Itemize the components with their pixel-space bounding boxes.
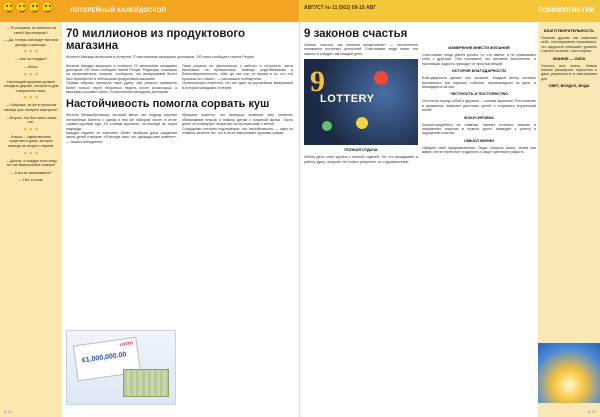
article-lede: Жители Канады выиграли в лотерею 70 миллионов канадских долларов. Об этом сообщает газета People. bbox=[66, 55, 256, 59]
article-paragraph: Организаторы отметили, что это один из крупнейших выигрышей в истории канадских лотерей. bbox=[182, 81, 293, 90]
lottery-ball-icon bbox=[356, 117, 368, 129]
joke-text: — Как ты похудел? bbox=[15, 57, 47, 62]
smiley-row bbox=[2, 1, 53, 13]
subheading: БЛАГОТВОРИТЕЛЬНОСТЬ bbox=[544, 29, 594, 33]
joke-text: — Нет, я сплю. bbox=[18, 178, 44, 183]
joke-text: — Я слышала, ты женился на своей бухгалтерше? bbox=[5, 26, 57, 35]
divider-stars: ✶ ✶ ✶ bbox=[23, 95, 39, 102]
article-columns bbox=[66, 64, 293, 95]
joke-text: — Жена. bbox=[23, 64, 39, 69]
lottery-ticket-photo bbox=[66, 330, 176, 405]
banknotes-graphic bbox=[123, 369, 169, 397]
section-title: ПСИХОЛОГИЯ ГРИ bbox=[538, 8, 594, 14]
divider-stars: ✶ ✶ ✶ bbox=[23, 49, 39, 56]
joke-text: Кошка — единственное существо в доме, которое никогда не спорит с мужем. bbox=[7, 134, 55, 148]
article-paragraph: Жители Канады выиграли в лотерею 70 миллионов канадских долларов. Об этом сообщает газета People. Редакция, ссылаясь на организаторов лотереи, сообщила, что выигрышный билет был приобретен в небольшом продуктовом магазине. bbox=[66, 63, 177, 81]
right-article bbox=[304, 28, 536, 409]
article-headline: 9 законов счастья bbox=[304, 28, 408, 40]
joke-text: Настоящий мужчина должен посадить дерево, построить дом и вырастить сына. bbox=[3, 79, 59, 93]
joke-text: — Доктор, я каждую ночь вижу во сне выигрышные номера! bbox=[5, 158, 57, 168]
right-header-bar bbox=[300, 0, 600, 22]
ticket-amount: €1,000,000.00 bbox=[81, 351, 127, 365]
article-paragraph: Счастливые люди умеют ценить то, что имеют, и не сравнивают себя с другими. Они понимают, что желания бесконечны, а настоящая радость приходит от простых вещей. bbox=[422, 53, 536, 66]
number-nine: 9 bbox=[310, 65, 325, 99]
lottery-word: LOTTERY bbox=[320, 93, 375, 106]
subheading: ПОЛНАЯ ОТДАЧА bbox=[344, 148, 378, 153]
left-header-bar bbox=[0, 0, 299, 22]
article-paragraph: Помогая другим, мы помогаем себе. Исследования показывают, что щедрость повышает уровень счастья сильнее, чем покупки. bbox=[541, 36, 597, 54]
divider-stars: ✶ ✶ ✶ bbox=[23, 150, 39, 157]
subheading: ИЗМЕРЕНИЕ ВНЕСТИ ЖЕЛАНИЙ bbox=[448, 46, 510, 50]
article-paragraph: Пара решила не увольняться с работы и потратить часть выигрыша на путешествия, помощь родственникам и благотворительность. «Мы до сих пор не верим в то, что это произошло с нами», — рассказали победители. bbox=[182, 63, 293, 81]
article-intro: Знание счастья, как понятия предполагает — постепенное понимание истинных ценностей. Счастливые люди знают эти законы и следуют им каждый день. bbox=[304, 43, 418, 56]
article-paragraph: Сотрудники лотереи подчеркнули, что настойчивость — одно из главных качеств тех, кто в итоге выигрывает крупные суммы. bbox=[182, 126, 293, 136]
article-columns bbox=[304, 43, 536, 164]
smiley-icon bbox=[28, 1, 40, 13]
lottery-ball-icon bbox=[374, 71, 388, 85]
subheading: ЧЕСТНОСТЬ И ПОСТОЯНСТВО bbox=[450, 92, 508, 97]
article-headline: 70 миллионов из продуктового магазина bbox=[66, 28, 246, 52]
ticket-logo: LOTTO bbox=[119, 340, 134, 348]
article-paragraph: Житель Великобритании, который много лет подряд покупал лотерейные билеты с одним и тем же набором чисел, в итоге сорвал крупный куш. По словам мужчины, он никогда не терял надежды. bbox=[66, 113, 177, 131]
page-number: А 11 bbox=[588, 409, 596, 414]
smiley-icon bbox=[2, 1, 14, 13]
article-paragraph: Найдите свое предназначение. Люди, которые знают, зачем они живут, легче переносят трудности и чаще чувствуют радость. bbox=[422, 145, 536, 155]
joke-text: — Да, теперь она ведет все мои доходы и расходы. bbox=[4, 38, 58, 47]
sunset-photo bbox=[538, 343, 600, 403]
article-headline-2: Настойчивость помогла сорвать куш bbox=[66, 98, 270, 111]
smiley-icon bbox=[41, 1, 53, 13]
article-columns-2 bbox=[66, 113, 293, 144]
page-number: А 10 bbox=[4, 409, 13, 414]
subheading: ИСТОРИЯ БЛАГОДАРНОСТИ bbox=[451, 69, 507, 74]
article-paragraph: Мужчина отметил, что выигрыш позволит ему оплатить образование внуков и помочь детям с покупкой жилья. Часть денег он планирует потратить на путешествие с женой. bbox=[182, 113, 293, 127]
subheading: СВЕТ, ВОЗДУХ, ВОДА bbox=[548, 84, 590, 89]
divider-stars: ✶ ✶ ✶ bbox=[23, 71, 39, 78]
joke-text: — Бабушка, ты же в прошлом месяце уже лотерею выиграла? bbox=[4, 103, 58, 112]
smiley-icon bbox=[15, 1, 27, 13]
divider-stars: ✶ ✶ ✶ bbox=[23, 126, 39, 133]
article-paragraph: Первая покупка принесла паре удачу: они решили проверить билет только через несколько недель после розыгрыша, а выигрыш составил около 70 миллионов канадских долларов. bbox=[66, 81, 177, 95]
joke-text: — Внучек, это был всего лишь сон. bbox=[5, 115, 57, 125]
subheading: ФОКУСИРОВКА bbox=[464, 115, 494, 120]
article-paragraph: Каждую неделю он заполнял билет, выбирая даты рождения своих детей и внуков. «Я всегда знал, что однажды мне повезет», — сказал победитель. bbox=[66, 131, 177, 144]
joke-text: — А вы их записываете? bbox=[10, 170, 52, 175]
section-title: ЛОТЕРЕЙНЫЙ КАЛЕЙДОСКОП bbox=[70, 8, 166, 14]
right-page bbox=[300, 0, 600, 417]
article-paragraph: Учитесь всю жизнь. Новые знания расширяют горизонты и дают уверенность в завтрашнем дне. bbox=[541, 63, 597, 81]
lottery-photo bbox=[304, 59, 418, 145]
jokes-sidebar bbox=[0, 22, 62, 417]
subheading: ЗНАНИЕ — СИЛА bbox=[552, 56, 586, 61]
lottery-ball-icon bbox=[322, 121, 332, 131]
issue-info: АВГУСТ № 11 (562) 09-15 АВГ bbox=[304, 5, 377, 11]
subheading: СМЫСЛ ЖИЗНИ bbox=[464, 138, 494, 143]
article-paragraph: Благодарность делает нас сильнее. Каждый вечер полезно вспоминать три хороших события, произошедших за день, и благодарить за них. bbox=[422, 76, 536, 90]
article-paragraph: Концентрируйтесь на главном. Умение отсекать лишнее и направлять энергию в нужное русло приводит к успеху и ощущению счастья. bbox=[422, 122, 536, 136]
article-paragraph: Честность перед собой и другими — основа гармонии. Постоянство в привычках помогает достигать целей и сохранять внутренний покой. bbox=[422, 99, 536, 113]
article-paragraph: Любое дело стоит делать с полной отдачей. Тот, кто вкладывает в работу душу, получает не только результат, но и удовольствие. bbox=[304, 155, 418, 164]
